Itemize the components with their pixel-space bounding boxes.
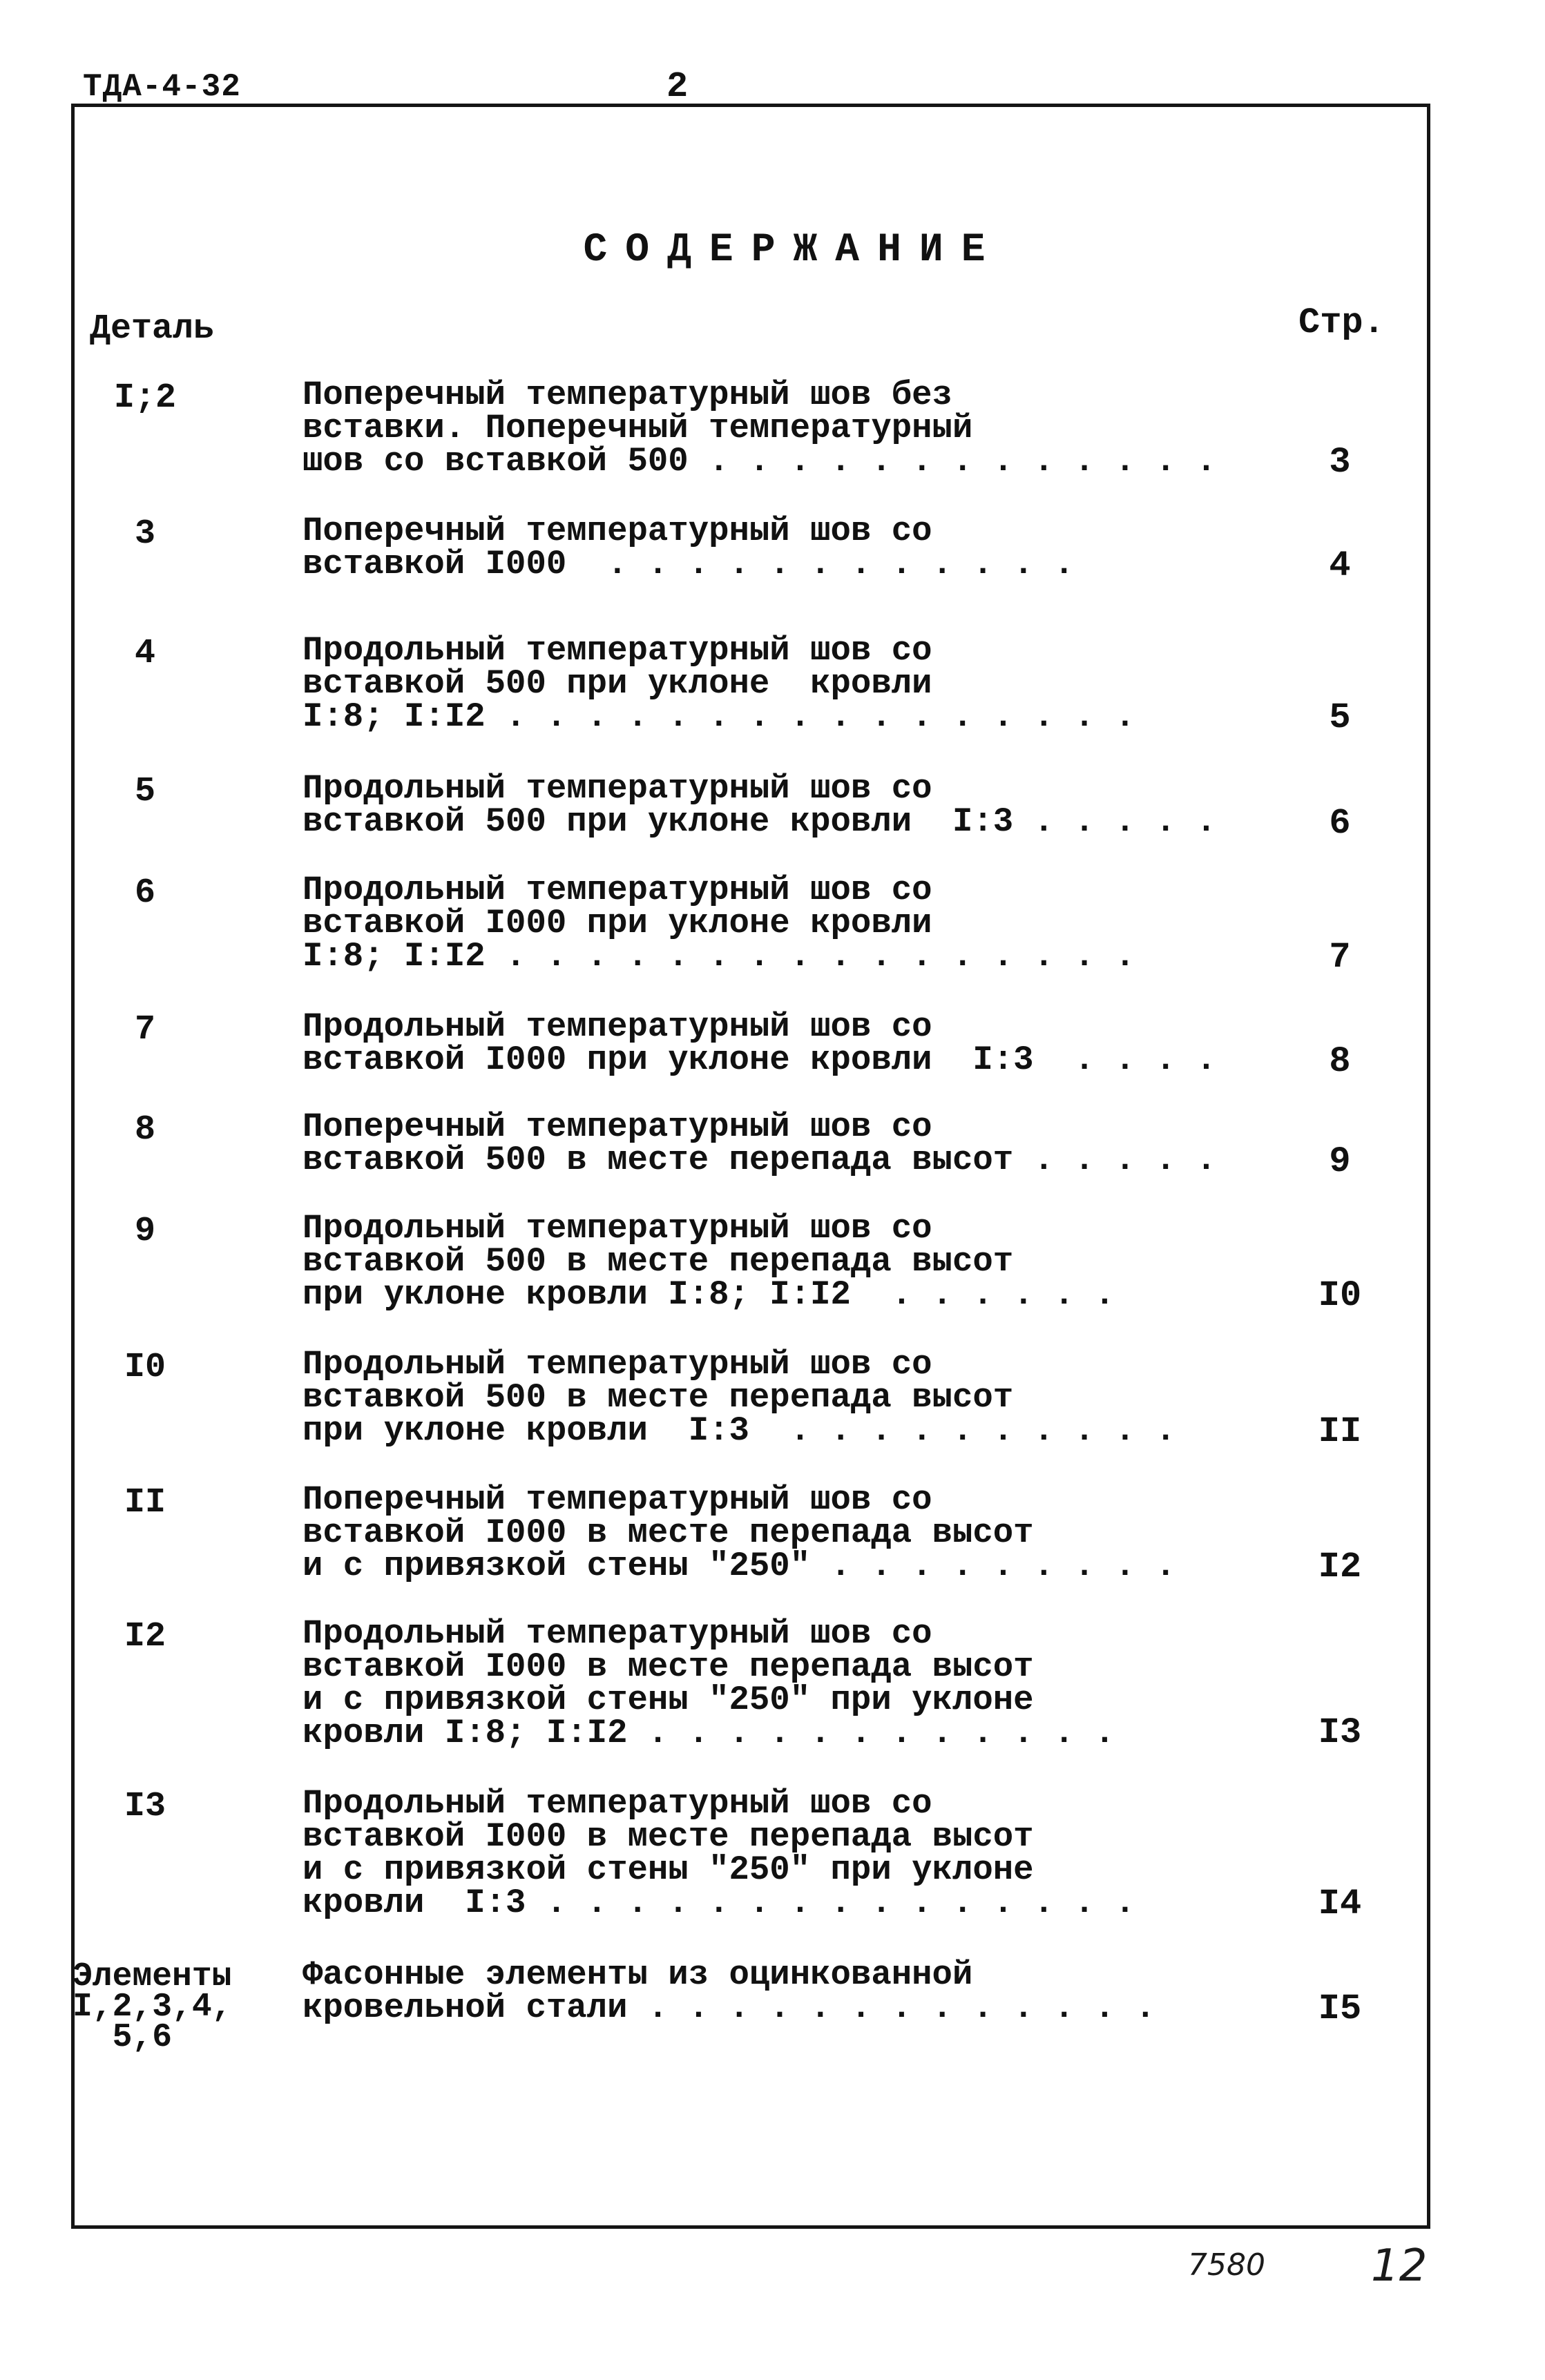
detail-number: I;2 (113, 378, 176, 418)
detail-number: 3 (134, 514, 155, 554)
detail-number: I2 (124, 1617, 166, 1656)
entry-description: Продольный температурный шов со вставкой 500 в месте перепада высот при уклоне кровли I:8; I:I2 . . . . . . (303, 1209, 1115, 1314)
detail-number: 9 (134, 1212, 155, 1251)
entry-page: 3 (1329, 442, 1351, 483)
entry-page: I3 (1318, 1712, 1362, 1753)
entry-description: Поперечный температурный шов со вставкой I000 в месте перепада высот и с привязкой стены "250" . . . . . . . . . (303, 1480, 1176, 1585)
entry-description: Продольный температурный шов со вставкой 500 при уклоне кровли I:3 . . . . . (303, 769, 1217, 841)
entry-description: Продольный температурный шов со вставкой 500 при уклоне кровли I:8; I:I2 . . . . . . . . . . . . . . . . (303, 631, 1135, 736)
detail-number: I3 (124, 1787, 166, 1826)
entry-description: Поперечный температурный шов со вставкой I000 . . . . . . . . . . . . (303, 512, 1075, 583)
entry-description: Поперечный температурный шов без вставки. Поперечный температурный шов со вставкой 500 . . . . . . . . . . . . . (303, 376, 1217, 481)
entry-page: I2 (1318, 1547, 1362, 1587)
entry-page: I4 (1318, 1884, 1362, 1924)
detail-number: 6 (134, 873, 155, 913)
entry-page: II (1318, 1411, 1362, 1452)
detail-number: 8 (134, 1110, 155, 1150)
entry-description: Продольный температурный шов со вставкой I000 при уклоне кровли I:3 . . . . (303, 1007, 1217, 1079)
entry-description: Фасонные элементы из оцинкованной кровельной стали . . . . . . . . . . . . . (303, 1955, 1156, 2027)
entry-description: Продольный температурный шов со вставкой I000 в месте перепада высот и с привязкой стены "250" при уклоне кровли I:3 . . . . . . . . . . . . . . . (303, 1784, 1135, 1922)
elements-label: Элементы I,2,3,4, 5,6 (73, 1958, 232, 2056)
detail-number: 5 (134, 772, 155, 811)
entry-page: 6 (1329, 803, 1351, 844)
document-code: ТДА-4-32 (83, 69, 241, 105)
entry-page: 4 (1329, 545, 1351, 586)
entry-page: 7 (1329, 937, 1351, 978)
page-number: 2 (666, 66, 689, 107)
entry-description: Продольный температурный шов со вставкой 500 в месте перепада высот при уклоне кровли I:3 . . . . . . . . . . (303, 1345, 1176, 1450)
page-title: СОДЕРЖАНИЕ (583, 228, 1004, 273)
entry-page: I0 (1318, 1275, 1362, 1316)
column-header-detail: Деталь (90, 309, 215, 349)
entry-description: Поперечный температурный шов со вставкой 500 в месте перепада высот . . . . . (303, 1107, 1217, 1179)
column-header-page: Стр. (1298, 302, 1385, 343)
entry-page: 5 (1329, 697, 1351, 738)
entry-description: Продольный температурный шов со вставкой I000 в месте перепада высот и с привязкой стены "250" при уклоне кровли I:8; I:I2 . . . . . . . . . . . . (303, 1614, 1115, 1752)
entry-page: I5 (1318, 1989, 1362, 2029)
entry-description: Продольный температурный шов со вставкой I000 при уклоне кровли I:8; I:I2 . . . . . . . . . . . . . . . . (303, 871, 1135, 976)
detail-number: II (124, 1483, 166, 1522)
detail-number: 4 (134, 634, 155, 673)
entry-page: 9 (1329, 1141, 1351, 1182)
detail-number: 7 (134, 1010, 155, 1049)
entry-page: 8 (1329, 1041, 1351, 1082)
handwritten-inventory-number: 7580 (1188, 2247, 1265, 2283)
handwritten-sheet-number: 12 (1371, 2241, 1428, 2292)
detail-number: I0 (124, 1348, 166, 1387)
